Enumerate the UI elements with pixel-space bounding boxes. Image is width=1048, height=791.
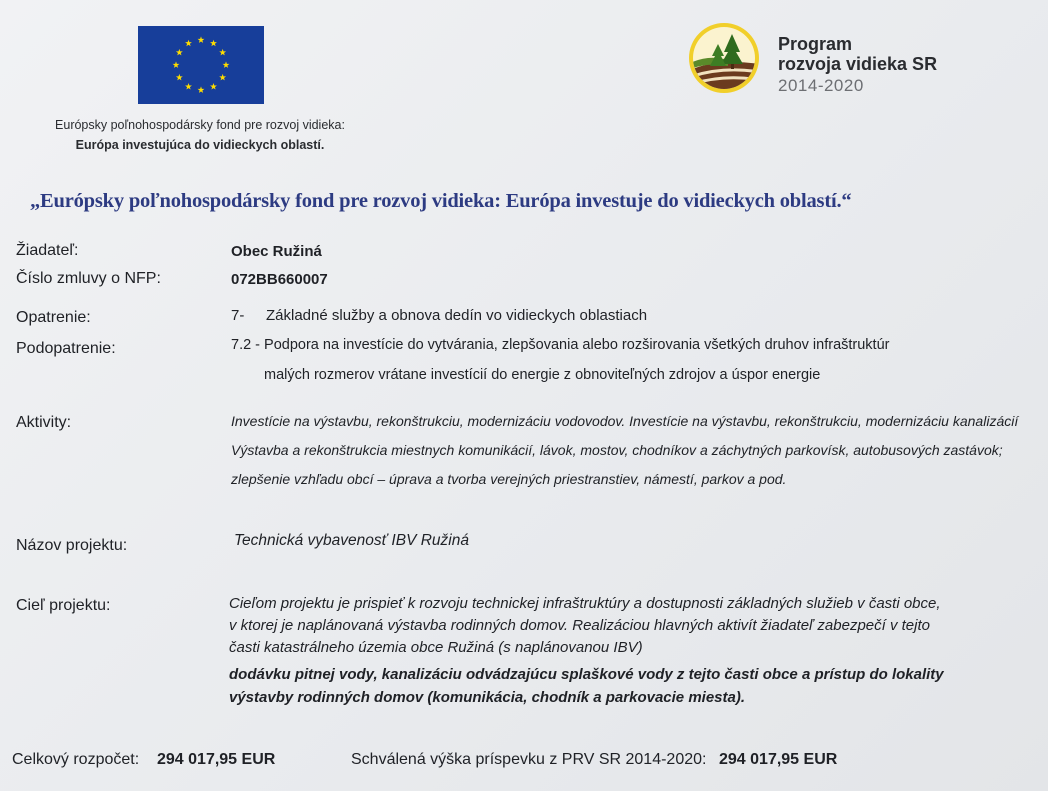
- contract-value: 072BB660007: [231, 271, 328, 288]
- eu-fund-motto: Európa investujúca do vidieckych oblastí.: [75, 138, 325, 152]
- program-period: 2014-2020: [778, 76, 864, 95]
- eu-stars-icon: [138, 26, 264, 104]
- project-goal-line2: v ktorej je naplánovaná výstavba rodinných domov. Realizáciou hlavných aktivít žiadateľ zabezpečí v tejto: [229, 617, 930, 634]
- eu-flag: [138, 26, 264, 104]
- applicant-value: Obec Ružiná: [231, 243, 322, 260]
- total-budget-value: 294 017,95 EUR: [157, 751, 276, 768]
- activities-line1: Investície na výstavbu, rekonštrukciu, modernizáciu vodovodov. Investície na výstavbu, rekonštrukciu, modernizáciu kanalizácií: [231, 413, 1019, 429]
- eu-fund-name: Európsky poľnohospodársky fond pre rozvoj vidieka:: [55, 118, 345, 132]
- project-goal-line1: Cieľom projektu je prispieť k rozvoju technickej infraštruktúry a dostupnosti základných služieb v časti obce,: [229, 595, 941, 612]
- headline: „Európsky poľnohospodársky fond pre rozvoj vidieka: Európa investuje do vidieckych oblastí.“: [30, 190, 852, 212]
- approved-contribution-label: Schválená výška príspevku z PRV SR 2014-2020:: [351, 751, 707, 768]
- approved-contribution-value: 294 017,95 EUR: [719, 751, 838, 768]
- prv-logo-icon: [688, 22, 760, 94]
- project-name-value: Technická vybavenosť IBV Ružiná: [234, 532, 469, 549]
- program-title: Program: [778, 34, 853, 54]
- program-subtitle: rozvoja vidieka SR: [778, 54, 938, 74]
- measure-value: Základné služby a obnova dedín vo vidieckych oblastiach: [266, 307, 648, 324]
- project-goal-label: Cieľ projektu:: [16, 597, 111, 614]
- measure-label: Opatrenie:: [16, 309, 91, 326]
- total-budget-label: Celkový rozpočet:: [12, 751, 140, 768]
- activities-line2: Výstavba a rekonštrukcia miestnych komunikácií, lávok, mostov, chodníkov a záchytných parkovísk, autobusových zastávok;: [231, 442, 1003, 458]
- applicant-label: Žiadateľ:: [16, 242, 79, 259]
- submeasure-line1: 7.2 - Podpora na investície do vytvárania, zlepšovania alebo rozširovania všetkých druhov infraštruktúr: [231, 337, 890, 353]
- project-name-label: Názov projektu:: [16, 537, 128, 554]
- activities-line3: zlepšenie vzhľadu obcí – úprava a tvorba verejných priestranstiev, námestí, parkov a pod.: [231, 471, 787, 487]
- contract-label: Číslo zmluvy o NFP:: [16, 270, 161, 287]
- measure-code: 7-: [231, 307, 245, 324]
- project-goal-line5: výstavby rodinných domov (komunikácia, chodník a parkovacie miesta).: [229, 689, 746, 706]
- submeasure-label: Podopatrenie:: [16, 340, 116, 357]
- project-goal-line3: časti katastrálneho územia obce Ružiná (s naplánovanou IBV): [229, 639, 643, 656]
- activities-label: Aktivity:: [16, 414, 72, 431]
- submeasure-line2: malých rozmerov vrátane investícií do energie z obnoviteľných zdrojov a úspor energie: [264, 367, 821, 383]
- project-goal-line4: dodávku pitnej vody, kanalizáciu odvádzajúcu splaškové vody z tejto časti obce a prístup do lokality: [229, 666, 944, 683]
